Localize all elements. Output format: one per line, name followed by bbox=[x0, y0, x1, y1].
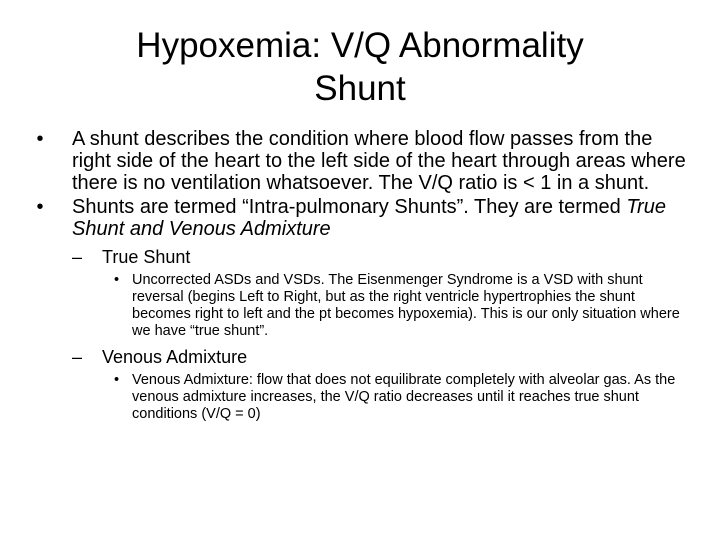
bullet-text-1: A shunt describes the condition where blood flow passes from the right side of the heart to the left side of the heart through areas where there is no ventilation whatsoever. The V/Q ratio is < 1 in a shunt. bbox=[72, 128, 686, 194]
slide-title bbox=[40, 24, 680, 110]
bullet-text-2-italic: True Shunt and Venous Admixture bbox=[72, 196, 666, 240]
sub-sub-item-true-shunt bbox=[30, 272, 690, 340]
dash-icon: – bbox=[72, 347, 83, 367]
slide-body bbox=[30, 128, 690, 429]
bullet-icon: • bbox=[36, 128, 44, 150]
bullet-icon: • bbox=[114, 272, 120, 288]
sub-sub-item-text: Venous Admixture: flow that does not equilibrate completely with alveolar gas. As the venous admixture increases, the V/Q ratio decreases until it reaches true shunt conditions (V/Q = 0) bbox=[132, 372, 676, 422]
title-line-1: Hypoxemia: V/Q Abnormality bbox=[136, 26, 584, 65]
sub-item-label: Venous Admixture bbox=[102, 347, 248, 367]
bullet-item-2 bbox=[30, 196, 690, 240]
sub-item-label: True Shunt bbox=[102, 247, 191, 267]
title-line-2: Shunt bbox=[314, 69, 406, 108]
dash-icon: – bbox=[72, 247, 83, 267]
sub-sub-item-text: Uncorrected ASDs and VSDs. The Eisenmenger Syndrome is a VSD with shunt reversal (begins Left to Right, but as the right ventricle hypertrophies the shunt becomes right to left and the pt becomes hypoxemia). This is our only situation where we have “true shunt”. bbox=[132, 272, 680, 339]
sub-item-venous-admixture bbox=[30, 346, 690, 368]
sub-sub-item-venous-admixture bbox=[30, 372, 690, 423]
bullet-icon: • bbox=[36, 196, 44, 218]
bullet-icon: • bbox=[114, 372, 120, 388]
bullet-item-1 bbox=[30, 128, 690, 194]
bullet-text-2: Shunts are termed “Intra-pulmonary Shunts”. They are termed bbox=[72, 196, 627, 218]
sub-item-true-shunt bbox=[30, 246, 690, 268]
